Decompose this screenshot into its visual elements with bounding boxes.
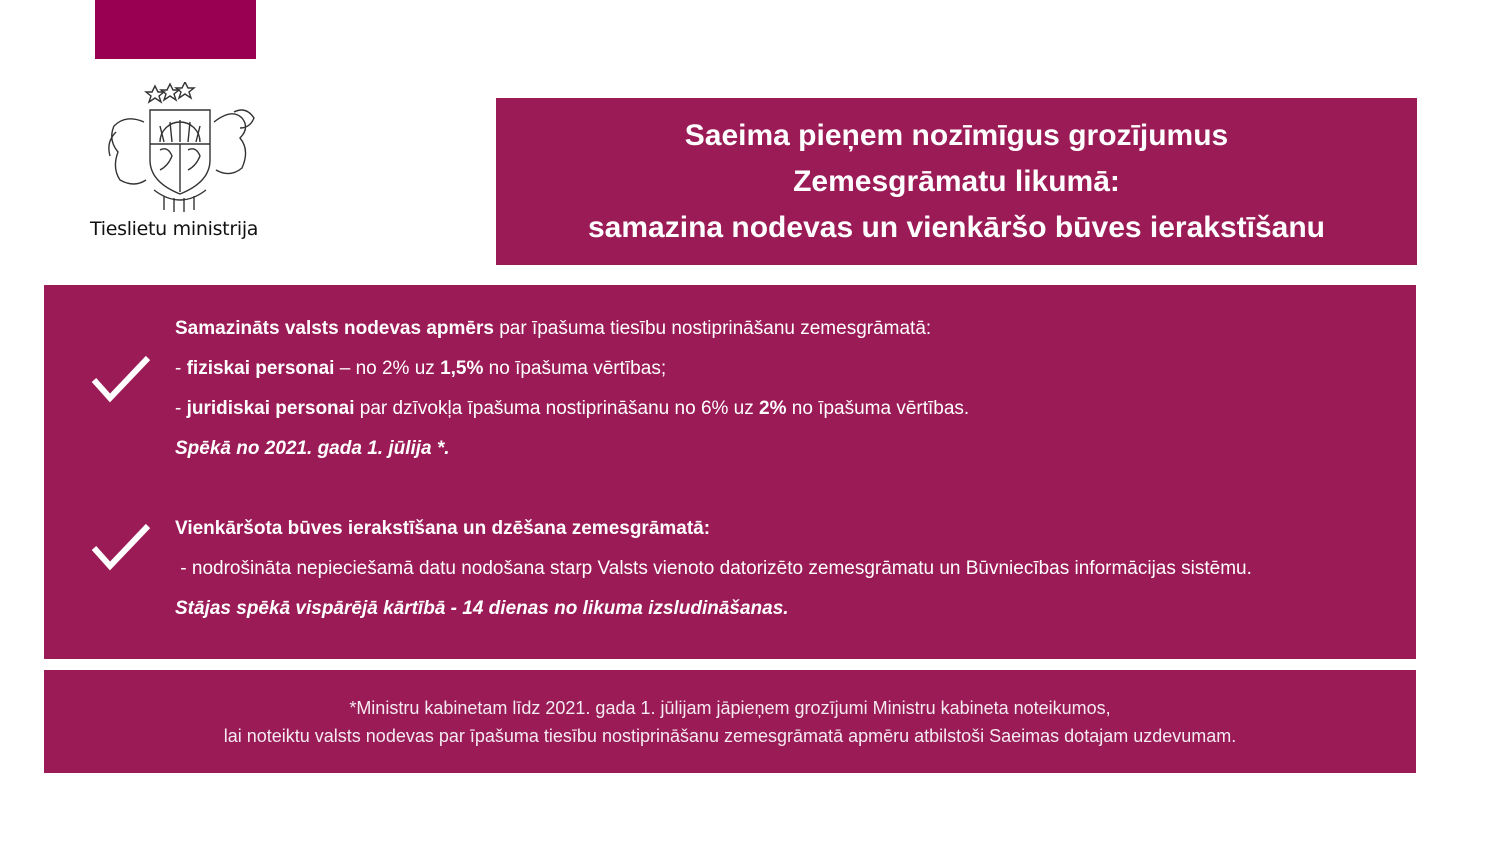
- bullet-bold: juridiskai personai: [186, 398, 355, 419]
- fee-reduction-section: [175, 309, 969, 469]
- bullet-rate: 1,5%: [440, 358, 484, 379]
- bullet-bold: fiziskai personai: [186, 358, 335, 379]
- building-heading-bold: Vienkāršota būves ierakstīšana un dzēšana zemesgrāmatā:: [175, 518, 711, 539]
- fee-bullet-natural-person: [175, 349, 969, 389]
- fee-bullet-legal-person: [175, 389, 969, 429]
- bullet-rate: 2%: [759, 398, 787, 419]
- footnote-line-2: lai noteiktu valsts nodevas par īpašuma tiesību nostiprināšanu zemesgrāmatā apmēru atbilstoši Saeimas dotajam uzdevumam.: [223, 725, 1237, 746]
- building-bullet: - nodrošināta nepieciešamā datu nodošana starp Valsts vienoto datorizēto zemesgrāmatu un Būvniecības informācijas sistēmu.: [175, 558, 1252, 579]
- checkmark-icon: [90, 354, 152, 404]
- bullet-prefix: -: [175, 358, 187, 379]
- fee-note: Spēkā no 2021. gada 1. jūlija *.: [175, 438, 450, 459]
- bullet-text: – no 2% uz: [334, 358, 441, 379]
- latvia-coat-of-arms-icon: [94, 82, 264, 212]
- ministry-logo: [88, 82, 268, 242]
- fee-heading-rest: par īpašuma tiesību nostiprināšanu zemesgrāmatā:: [493, 318, 932, 339]
- building-registration-section: [175, 509, 1252, 629]
- fee-heading: [175, 309, 969, 349]
- headline-line-3: samazina nodevas un vienkāršo būves ierakstīšanu: [588, 210, 1325, 244]
- headline-box: [496, 98, 1417, 265]
- headline-line-2: Zemesgrāmatu likumā:: [793, 164, 1120, 198]
- headline-line-1: Saeima pieņem nozīmīgus grozījumus: [684, 118, 1229, 152]
- building-effective-note: [175, 589, 1252, 629]
- building-note: Stājas spēkā vispārējā kārtībā - 14 dienas no likuma izsludināšanas.: [175, 598, 789, 619]
- bullet-prefix: -: [175, 398, 187, 419]
- checkmark-icon: [90, 522, 152, 572]
- footnote-line-1: *Ministru kabinetam līdz 2021. gada 1. jūlijam jāpieņem grozījumi Ministru kabineta noteikumos,: [349, 697, 1111, 718]
- footnote-box: [44, 670, 1416, 773]
- fee-effective-note: [175, 429, 969, 469]
- fee-heading-bold: Samazināts valsts nodevas apmērs: [175, 318, 494, 339]
- bullet-text: no īpašuma vērtības.: [786, 398, 970, 419]
- accent-bar: [95, 0, 256, 59]
- building-heading: [175, 509, 1252, 549]
- ministry-name: Tieslietu ministrija: [90, 218, 259, 240]
- bullet-text: par dzīvokļa īpašuma nostiprināšanu no 6% uz: [354, 398, 760, 419]
- main-content-box: [44, 285, 1416, 659]
- bullet-text: no īpašuma vērtības;: [483, 358, 667, 379]
